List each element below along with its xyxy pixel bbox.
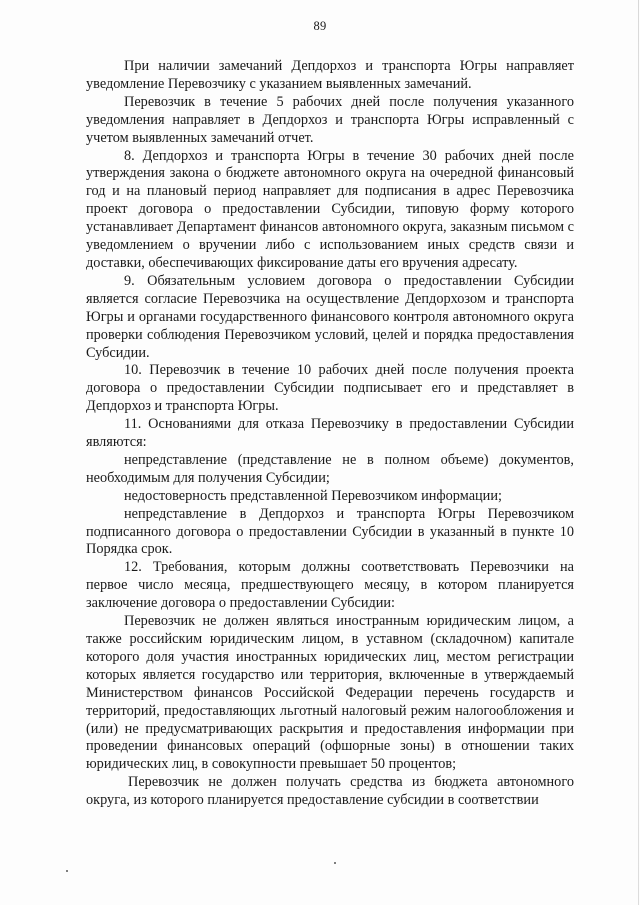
paragraph-remarks-notice: При наличии замечаний Депдорхоз и транспорта Югры направляет уведомление Перевозчику с указанием выявленных замечаний. — [86, 58, 574, 92]
page-number: 89 — [313, 19, 327, 33]
paragraph-item-10: 10. Перевозчик в течение 10 рабочих дней после получения проекта договора о предоставлении Субсидии подписывает его и представляет в Депдорхоз и транспорта Югры. — [86, 362, 574, 415]
paragraph-item-11: 11. Основаниями для отказа Перевозчику в предоставлении Субсидии являются: — [86, 416, 574, 451]
document-body — [86, 58, 574, 810]
paragraph-refusal-reason-3: непредставление в Депдорхоз и транспорта Югры Перевозчиком подписанного договора о предоставлении Субсидии в указанный в пункте 10 Порядка срок. — [86, 505, 574, 558]
paragraph-requirement-foreign-entity: Перевозчик не должен являться иностранным юридическим лицом, а также российским юридическим лицом, в уставном (складочном) капитале которого доля участия иностранных юридических лиц, местом регистрации которых является государство или территория, включенные в утверждаемый Министерством финансов Российской Федерации перечень государств и территорий, предоставляющих льготный налоговый режим налогообложения и (или) не предусматривающих раскрытия и предоставления информации при проведении финансовых операций (офшорные зоны) в отношении таких юридических лиц, в совокупности превышает 50 процентов; — [86, 613, 574, 773]
paragraph-item-9: 9. Обязательным условием договора о предоставлении Субсидии является согласие Перевозчика на осуществление Депдорхозом и транспорта Югры и органами государственного финансового контроля автономного округа проверки соблюдения Перевозчиком условий, целей и порядка предоставления Субсидии. — [86, 272, 574, 361]
paragraph-item-12: 12. Требования, которым должны соответствовать Перевозчики на первое число месяца, предшествующего месяцу, в котором планируется заключение договора о предоставлении Субсидии: — [86, 559, 574, 612]
paragraph-corrected-report: Перевозчик в течение 5 рабочих дней после получения указанного уведомления направляет в Депдорхоз и транспорта Югры исправленный с учетом выявленных замечаний отчет. — [86, 93, 574, 146]
paragraph-item-8: 8. Депдорхоз и транспорта Югры в течение 30 рабочих дней после утверждения закона о бюджете автономного округа на очередной финансовый год и на плановый период направляет для подписания в адрес Перевозчика проект договора о предоставлении Субсидии, типовую форму которого устанавливает Департамент финансов автономного округа, заказным письмом с уведомлением о вручении либо с использованием иных средств связи и доставки, обеспечивающих фиксирование даты его вручения адресату. — [86, 147, 574, 271]
paragraph-refusal-reason-1: непредставление (представление не в полном объеме) документов, необходимым для получения Субсидии; — [86, 451, 574, 486]
scan-speck-center — [334, 862, 336, 864]
scan-edge-line — [638, 0, 639, 905]
paragraph-requirement-budget-funds: Перевозчик не должен получать средства из бюджета автономного округа, из которого планируется предоставление субсидии в соответствии — [86, 774, 574, 809]
scan-speck-left — [66, 870, 68, 872]
paragraph-refusal-reason-2: недостоверность представленной Перевозчиком информации; — [124, 487, 502, 504]
